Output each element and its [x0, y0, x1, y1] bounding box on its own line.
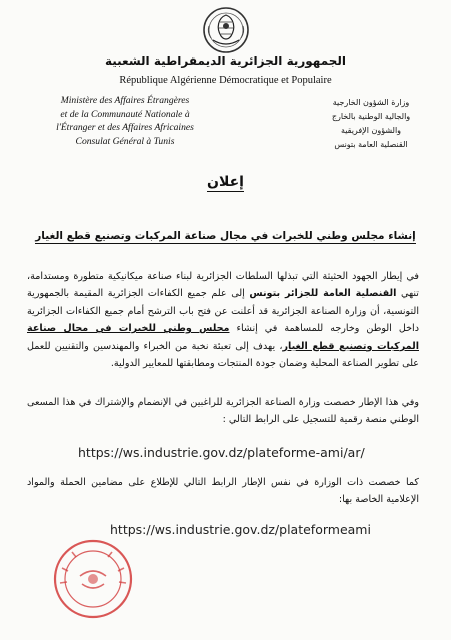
consulate-stamp-icon — [52, 538, 134, 620]
paragraph-text: في إيطار الجهود الحثيثة التي تبذلها السلطات الجزائرية لبناء صناعة ميكانيكية متطورة ومستدامة، تنهي — [27, 271, 419, 300]
arabic-ministry-line: والجالية الوطنية بالخارج — [331, 112, 411, 121]
paragraph-text: ، يهدف إلى تعبئة نخبة من الخبراء والمهندسين والتقنيين للعمل على تطوير الصناعة المحلية وضمان جودة المنتجات ومطابقتها للمعايير الدولية. — [27, 340, 419, 370]
arabic-ministry-line: والشؤون الإفريقية — [340, 126, 402, 135]
body-paragraph-1 — [27, 268, 419, 372]
notice-subject-text: إنشاء مجلس وطني للخبرات في مجال صناعة المركبات وتصنيع قطع الغيار — [35, 230, 416, 242]
council-highlight: مجلس وطني للخبرات في مجال صناعة المركبات وتصنيع قطع الغيار — [27, 323, 419, 352]
french-republic-title: République Algérienne Démocratique et Populaire — [119, 75, 332, 86]
consulate-highlight: القنصلية العامة للجزائر بتونس — [249, 288, 397, 300]
arabic-ministry-line: القنصلية العامة بتونس — [334, 140, 408, 149]
registration-link[interactable]: https://ws.industrie.gov.dz/plateforme-ami/ar/ — [78, 445, 365, 460]
french-ministry-line: et de la Communauté Nationale à — [60, 108, 190, 120]
arabic-republic-title: الجمهورية الجزائرية الديمقراطية الشعبية — [104, 54, 347, 68]
notice-title-text: إعلان — [207, 174, 244, 190]
body-paragraph-3: كما خصصت ذات الوزارة في نفس الإطار الرابط التالي للإطلاع على مضامين الحملة والمواد الإعلامية الخاصة بها: — [27, 477, 419, 506]
french-ministry-line: Consulat Général à Tunis — [75, 135, 175, 147]
french-ministry-line: Ministère des Affaires Étrangères — [60, 95, 190, 106]
arabic-ministry-block — [318, 96, 424, 152]
paragraph-text: إلى علم جميع الكفاءات الجزائرية المقيمة بالجمهورية التونسية، أن وزارة الصناعة الجزائرية قد أعلنت عن فتح باب الترشح أمام جميع الكفاءات الجزائرية داخل الوطن وخارجه للمساهمة في إنشاء — [27, 288, 419, 335]
campaign-link[interactable]: https://ws.industrie.gov.dz/plateformeami — [110, 522, 371, 537]
notice-title — [0, 174, 451, 190]
french-ministry-line: l'Étranger et des Affaires Africaines — [56, 122, 194, 133]
algeria-emblem-icon — [201, 6, 251, 54]
body-paragraph-2: وفي هذا الإطار خصصت وزارة الصناعة الجزائرية للراغبين في الإنضمام والإشتراك في هذا المسعى الوطني منصة رقمية للتسجيل على الرابط التالي : — [27, 397, 419, 426]
notice-subject — [30, 230, 421, 242]
arabic-ministry-line: وزارة الشؤون الخارجية — [332, 98, 410, 107]
french-ministry-block — [36, 94, 214, 148]
